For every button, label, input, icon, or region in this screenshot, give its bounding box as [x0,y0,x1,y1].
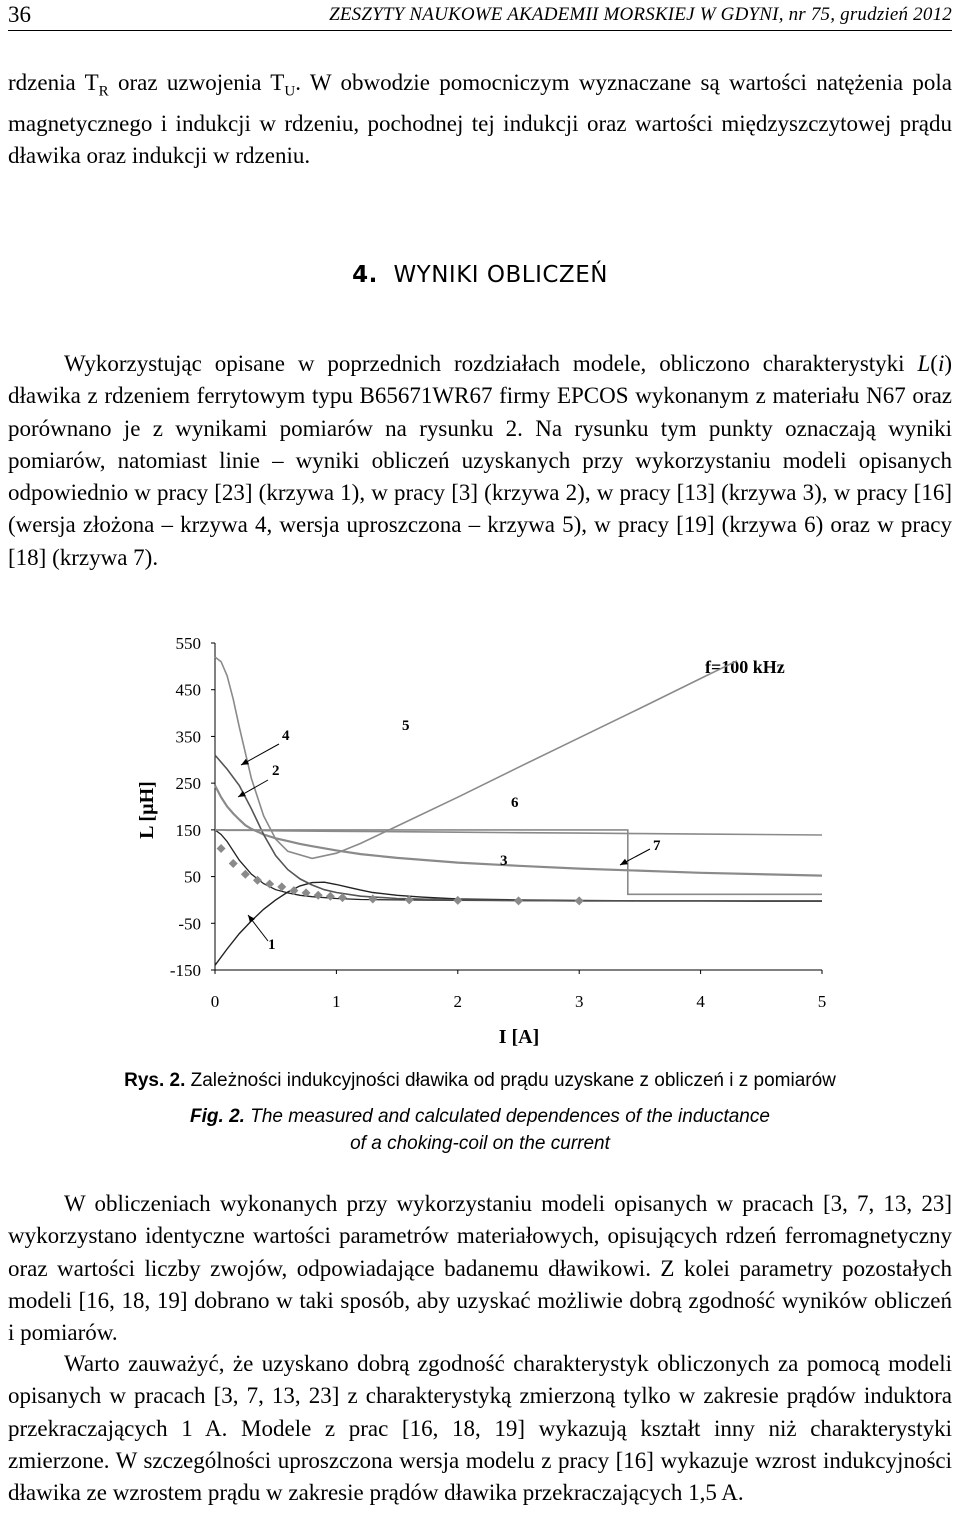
caption-en-label: Fig. 2. [190,1106,245,1127]
measurement-point [217,844,226,853]
journal-title: ZESZYTY NAUKOWE AKADEMII MORSKIEJ W GDYNI, nr 75, grudzień 2012 [329,4,952,25]
caption-en-line-1 [0,1103,960,1130]
results-text-2: dławika z rdzeniem ferrytowym typu B65671WR67 firmy EPCOS wykonanym z materiału N67 oraz porównano je z wynikami pomiarów na rysunku 2. Na rysunku tym punkty oznaczają wyniki pomiarów, natomiast linie – wyniki obliczeń uzyskanych przy wykorzystaniu modeli opisanych odpowiednio w pracy [23] (krzywa 1), w pracy [3] (krzywa 2), w pracy [13] (krzywa 3), w pracy [16] (wersja złożona – krzywa 4, wersja uproszczona – krzywa 5), w pracy [19] (krzywa 6) oraz w pracy [18] (krzywa 7). [8,383,952,570]
measurement-point [368,894,377,903]
curve-5 [215,657,737,858]
measurement-point [326,892,335,901]
figure-caption-pl [0,1070,960,1092]
y-tick-label: 350 [175,727,201,747]
curve-label-2: 2 [272,763,280,779]
x-tick-label: 0 [210,992,220,1011]
intro-text-3: . W obwodzie pomocniczym wyznaczane są wartości natężenia pola magnetycznego i indukcji w rdzeniu, pochodnej tej indukcji oraz wartości międzyszczytowej prądu dławika oraz indukcji w rdzeniu. [8,70,952,169]
page-number: 36 [8,2,31,27]
subscript-u: U [284,83,296,100]
x-axis-label: I [A] [498,1026,540,1048]
running-header [8,0,952,31]
x-tick-label: 3 [574,992,584,1011]
x-tick-label: 2 [453,992,463,1011]
y-axis-label: L [µH] [136,781,158,839]
caption-en-line-2: of a choking-coil on the current [350,1133,610,1154]
curve-label-1: 1 [268,937,276,953]
curve-arrowhead-1 [248,915,255,923]
y-tick-label: 550 [175,634,201,653]
curve-label-7: 7 [653,838,661,854]
y-tick-label: 50 [184,867,201,887]
y-tick-label: 250 [175,774,201,794]
results-paragraph: Wykorzystując opisane w poprzednich rozdziałach modele, obliczono charakterystyki L(i) dławika z rdzeniem ferrytowym typu B65671WR67 firmy EPCOS wykonanym z materiału N67 oraz porównano je z wynikami pomiarów na rysunku 2. Na rysunku tym punkty oznaczają wyniki pomiarów, natomiast linie – wyniki obliczeń uzyskanych przy wykorzystaniu modeli opisanych odpowiednio w pracy [23] (krzywa 1), w pracy [3] (krzywa 2), w pracy [13] (krzywa 3), w pracy [16] (wersja złożona – krzywa 4, wersja uproszczona – krzywa 5), w pracy [19] (krzywa 6) oraz w pracy [18] (krzywa 7). [8,351,952,570]
measurement-point [265,880,274,889]
subscript-r: R [98,83,109,100]
curve-label-6: 6 [511,795,519,811]
caption-pl-text: Zależności indukcyjności dławika od prądu uzyskane z obliczeń i z pomiarów [185,1070,836,1091]
x-tick-label: 4 [696,992,705,1011]
measurement-point [314,891,323,900]
frequency-annotation: f=100 kHz [705,657,785,677]
results-text-1: Wykorzystując opisane w poprzednich rozdziałach modele, obliczono charakterystyki [64,351,918,376]
section-number: 4. [352,262,378,288]
paragraph-3: W obliczeniach wykonanych przy wykorzystaniu modeli opisanych w pracach [3, 7, 13, 23] wykorzystano identyczne wartości parametrów materiałowych, opisujących rdzeń ferromagnetyczny oraz wartości liczby zwojów, odpowiadające badanemu dławikowi. Z kolei parametry pozostałych modeli [16, 18, 19] dobrano w taki sposób, aby uzyskać możliwie dobrą zgodność wyników obliczeń i pomiarów. [8,1191,952,1346]
figure-caption-en [0,1103,960,1157]
caption-en-text-1: The measured and calculated dependences of the inductance [244,1106,770,1127]
measurement-point [453,896,462,905]
y-tick-label: -50 [178,914,201,934]
caption-pl-label: Rys. 2. [124,1070,186,1091]
symbol-i: i [937,351,945,376]
curve-label-3: 3 [500,853,508,869]
intro-text-2: oraz uzwojenia T [108,70,285,95]
x-tick-label: 5 [817,992,827,1011]
y-tick-label: 450 [175,680,201,700]
intro-text-1: rdzenia T [8,70,99,95]
measurement-point [229,859,238,868]
x-tick-label: 1 [332,992,341,1011]
symbol-l: L [917,351,931,376]
section-heading [0,262,960,288]
intro-paragraph [8,67,952,172]
paragraph-4: Warto zauważyć, że uzyskano dobrą zgodność charakterystyk obliczonych za pomocą modeli opisanych w pracach [3, 7, 13, 23] z charakterystyką zmierzoną tylko w zakresie prądów induktora przekraczających 1 A. Modele z prac [16, 18, 19] wykazują kształt inny niż charakterystyki zmierzone. W szczególności uproszczona wersja modelu z pracy [16] wykazuje wzrost indukcyjności dławika ze wzrostem prądu w zakresie prądów dławika przekraczających 1,5 A. [8,1351,952,1506]
measurement-point [575,896,584,905]
measurement-point [514,896,523,905]
curve-4 [215,755,822,901]
inductance-chart [0,625,960,1065]
curve-label-5: 5 [402,718,410,734]
section-title: WYNIKI OBLICZEŃ [393,262,608,288]
curve-label-4: 4 [282,728,290,744]
y-tick-label: 150 [175,820,201,840]
y-tick-label: -150 [169,961,201,980]
